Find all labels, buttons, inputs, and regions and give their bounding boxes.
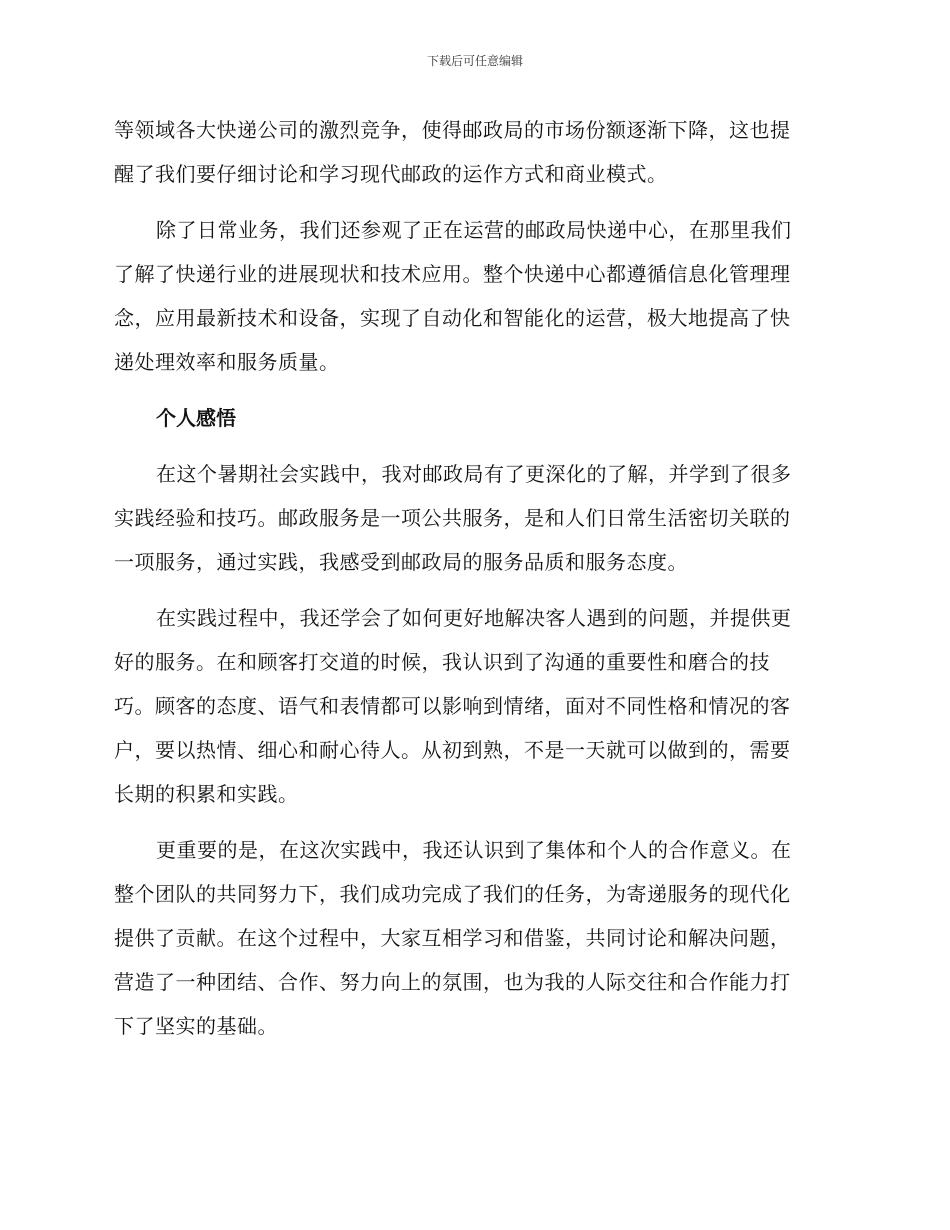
text-line: 在这个暑期社会实践中，我对邮政局有了更深化的了解，并学到了很多	[156, 462, 792, 486]
page-header: 下载后可任意编辑	[426, 54, 523, 68]
paragraph	[114, 108, 832, 196]
text-line: 念，应用最新技术和设备，实现了自动化和智能化的运营，极大地提高了快	[114, 306, 791, 330]
text-line: 更重要的是，在这次实践中，我还认识到了集体和个人的合作意义。在	[156, 838, 792, 862]
paragraph	[114, 828, 832, 1048]
paragraph	[114, 452, 832, 584]
section-heading: 个人感悟	[156, 406, 236, 430]
document-body	[114, 108, 832, 1060]
text-line: 等领域各大快递公司的激烈竞争，使得邮政局的市场份额逐渐下降，这也提	[114, 118, 791, 142]
text-line: 除了日常业务，我们还参观了正在运营的邮政局快递中心，在那里我们	[156, 218, 792, 242]
text-line: 一项服务，通过实践，我感受到邮政局的服务品质和服务态度。	[114, 550, 688, 574]
paragraph	[114, 208, 832, 384]
paragraph	[114, 596, 832, 816]
text-line: 户，要以热情、细心和耐心待人。从初到熟，不是一天就可以做到的，需要	[114, 738, 791, 762]
text-line: 巧。顾客的态度、语气和表情都可以影响到情绪，面对不同性格和情况的客	[114, 694, 791, 718]
text-line: 长期的积累和实践。	[114, 782, 299, 806]
text-line: 醒了我们要仔细讨论和学习现代邮政的运作方式和商业模式。	[114, 162, 668, 186]
text-line: 了解了快递行业的进展现状和技术应用。整个快递中心都遵循信息化管理理	[114, 262, 791, 286]
text-line: 整个团队的共同努力下，我们成功完成了我们的任务，为寄递服务的现代化	[114, 882, 791, 906]
text-line: 提供了贡献。在这个过程中，大家互相学习和借鉴，共同讨论和解决问题，	[114, 926, 791, 950]
text-line: 在实践过程中，我还学会了如何更好地解决客人遇到的问题，并提供更	[156, 606, 792, 630]
text-line: 营造了一种团结、合作、努力向上的氛围，也为我的人际交往和合作能力打	[114, 970, 791, 994]
text-line: 下了坚实的基础。	[114, 1014, 278, 1038]
text-line: 递处理效率和服务质量。	[114, 350, 340, 374]
text-line: 实践经验和技巧。邮政服务是一项公共服务，是和人们日常生活密切关联的	[114, 506, 791, 530]
text-line: 好的服务。在和顾客打交道的时候，我认识到了沟通的重要性和磨合的技	[114, 650, 770, 674]
